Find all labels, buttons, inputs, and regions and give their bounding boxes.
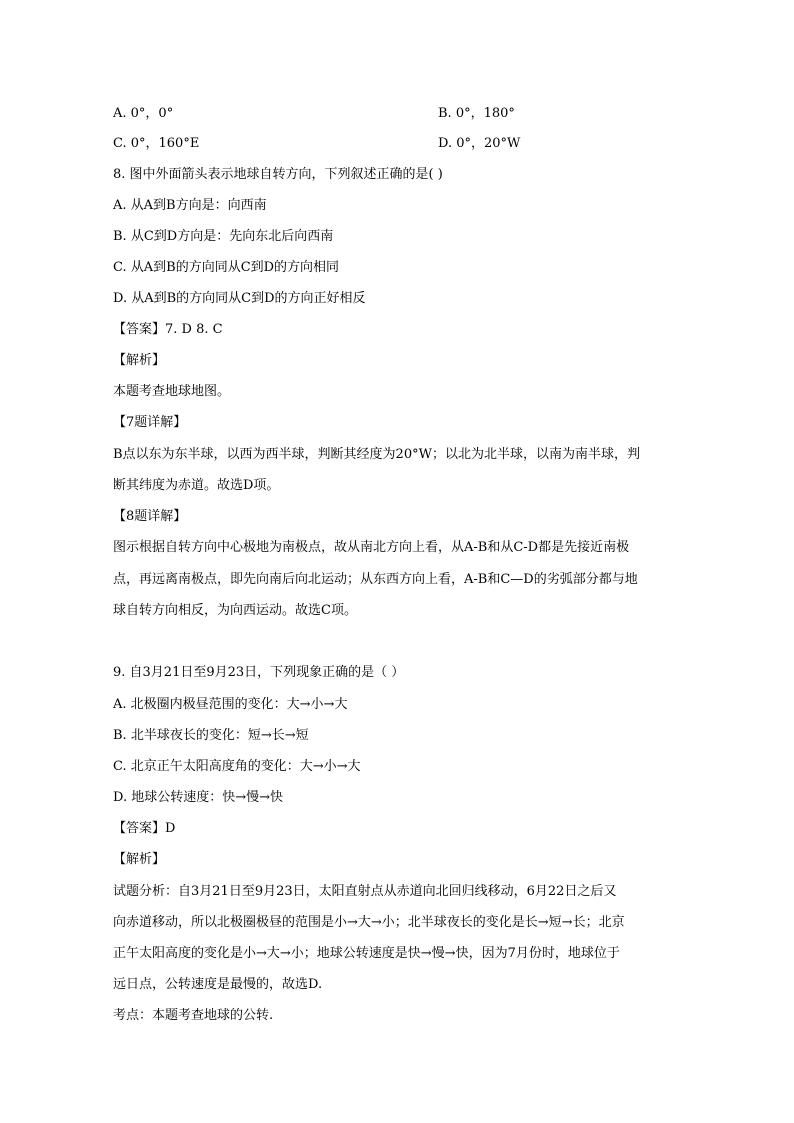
analysis-label: 【解析】	[113, 852, 166, 867]
q7-option-c: C. 0°，160°E	[113, 136, 200, 151]
q7-option-a: A. 0°，0°	[113, 106, 174, 121]
q8-option-d: D. 从A到B的方向同从C到D的方向正好相反	[113, 291, 366, 306]
q9-option-b: B. 北半球夜长的变化：短→长→短	[113, 728, 309, 743]
detail-7-line: 断其纬度为赤道。故选D项。	[113, 478, 280, 493]
q7-option-b: B. 0°，180°	[438, 106, 515, 121]
q9-stem: 9. 自3月21日至9月23日，下列现象正确的是（ ）	[113, 665, 405, 680]
q8-option-a: A. 从A到B方向是：向西南	[113, 198, 267, 213]
analysis-intro: 本题考查地球地图。	[113, 384, 231, 399]
q7-option-d: D. 0°，20°W	[438, 136, 521, 151]
q8-option-b: B. 从C到D方向是：先向东北后向西南	[113, 229, 334, 244]
q9-option-c: C. 北京正午太阳高度角的变化：大→小→大	[113, 759, 361, 774]
answer-7-8: 【答案】7. D 8. C	[113, 322, 223, 337]
detail-7-line: B点以东为东半球，以西为西半球，判断其经度为20°W；以北为北半球，以南为南半球，判	[113, 447, 640, 462]
answer-9: 【答案】D	[113, 821, 176, 836]
q8-option-c: C. 从A到B的方向同从C到D的方向相同	[113, 260, 340, 275]
detail-7-label: 【7题详解】	[113, 415, 187, 430]
analysis-9-line: 向赤道移动，所以北极圈极昼的范围是小→大→小；北半球夜长的变化是长→短→长；北京	[113, 915, 625, 930]
analysis-9-line: 试题分析：自3月21日至9月23日，太阳直射点从赤道向北回归线移动，6月22日之后又	[113, 884, 617, 899]
q8-stem: 8. 图中外面箭头表示地球自转方向，下列叙述正确的是( )	[113, 167, 443, 182]
analysis-9-line: 正午太阳高度的变化是小→大→小；地球公转速度是快→慢→快，因为7月份时，地球位于	[113, 946, 620, 961]
detail-8-line: 点，再远离南极点，即先向南后向北运动；从东西方向上看，A-B和C—D的劣弧部分都与地	[113, 572, 638, 587]
analysis-label: 【解析】	[113, 353, 166, 368]
q9-option-d: D. 地球公转速度：快→慢→快	[113, 790, 284, 805]
detail-8-line: 球自转方向相反，为向西运动。故选C项。	[113, 603, 357, 618]
detail-8-line: 图示根据自转方向中心极地为南极点，故从南北方向上看，从A-B和从C-D都是先接近南极	[113, 540, 630, 555]
analysis-9-line: 远日点，公转速度是最慢的，故选D.	[113, 977, 323, 992]
q9-option-a: A. 北极圈内极昼范围的变化：大→小→大	[113, 697, 348, 712]
exam-point: 考点：本题考查地球的公转.	[113, 1008, 274, 1023]
detail-8-label: 【8题详解】	[113, 509, 187, 524]
